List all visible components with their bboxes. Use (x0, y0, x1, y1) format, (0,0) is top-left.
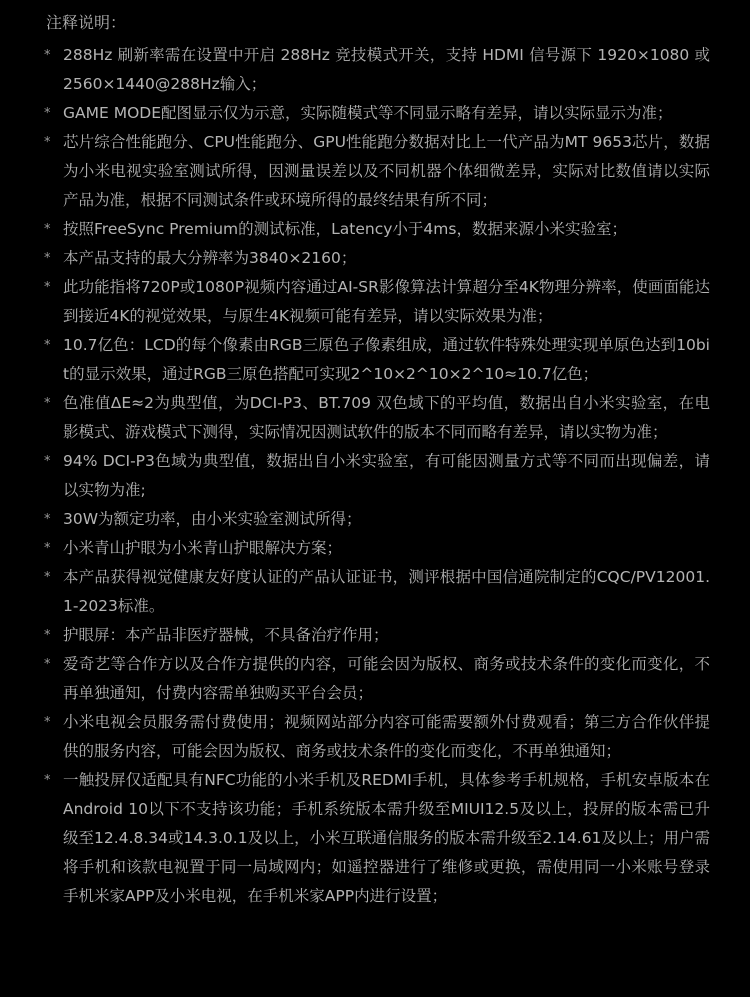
note-text: 芯片综合性能跑分、CPU性能跑分、GPU性能跑分数据对比上一代产品为MT 9653芯片，数据为小米电视实验室测试所得，因测量误差以及不同机器个体细微差异，实际对比数值请以实际产品为准，根据不同测试条件或环境所得的最终结果有所不同； (63, 133, 710, 209)
note-item (46, 708, 710, 766)
note-item (46, 766, 710, 911)
note-text: 此功能指将720P或1080P视频内容通过AI-SR影像算法计算超分至4K物理分辨率，使画面能达到接近4K的视觉效果，与原生4K视频可能有差异，请以实际效果为准； (63, 278, 710, 325)
asterisk-bullet-icon: * (44, 396, 51, 411)
note-item (46, 215, 710, 244)
asterisk-bullet-icon: * (44, 541, 51, 556)
note-text: 按照FreeSync Premium的测试标准，Latency小于4ms，数据来源小米实验室； (63, 220, 627, 238)
asterisk-bullet-icon: * (44, 251, 51, 266)
note-text: 小米青山护眼为小米青山护眼解决方案； (63, 539, 343, 557)
asterisk-bullet-icon: * (44, 773, 51, 788)
asterisk-bullet-icon: * (44, 570, 51, 585)
note-item (46, 534, 710, 563)
asterisk-bullet-icon: * (44, 628, 51, 643)
asterisk-bullet-icon: * (44, 512, 51, 527)
asterisk-bullet-icon: * (44, 106, 51, 121)
note-item (46, 447, 710, 505)
note-item (46, 244, 710, 273)
asterisk-bullet-icon: * (44, 48, 51, 63)
note-text: 30W为额定功率，由小米实验室测试所得； (63, 510, 362, 528)
asterisk-bullet-icon: * (44, 222, 51, 237)
note-text: 本产品支持的最大分辨率为3840×2160； (63, 249, 357, 267)
note-item (46, 331, 710, 389)
note-item (46, 563, 710, 621)
note-text: 小米电视会员服务需付费使用；视频网站部分内容可能需要额外付费观看；第三方合作伙伴提供的服务内容，可能会因为版权、商务或技术条件的变化而变化，不再单独通知； (63, 713, 710, 760)
note-text: 色准值ΔE≈2为典型值，为DCI-P3、BT.709 双色域下的平均值，数据出自小米实验室，在电影模式、游戏模式下测得，实际情况因测试软件的版本不同而略有差异，请以实物为准； (63, 394, 710, 441)
note-text: 一触投屏仅适配具有NFC功能的小米手机及REDMI手机，具体参考手机规格，手机安卓版本在Android 10以下不支持该功能；手机系统版本需升级至MIUI12.5及以上，投屏的版本需已升级至12.4.8.34或14.3.0.1及以上，小米互联通信服务的版本需升级至2.14.61及以上；用户需将手机和该款电视置于同一局域网内；如遥控器进行了维修或更换，需使用同一小米账号登录手机米家APP及小米电视，在手机米家APP内进行设置； (63, 771, 710, 905)
asterisk-bullet-icon: * (44, 135, 51, 150)
note-item (46, 128, 710, 215)
note-item (46, 273, 710, 331)
note-text: GAME MODE配图显示仅为示意，实际随模式等不同显示略有差异，请以实际显示为准； (63, 104, 673, 122)
note-item (46, 621, 710, 650)
note-item (46, 389, 710, 447)
note-item (46, 505, 710, 534)
note-item (46, 41, 710, 99)
asterisk-bullet-icon: * (44, 657, 51, 672)
asterisk-bullet-icon: * (44, 454, 51, 469)
note-text: 本产品获得视觉健康友好度认证的产品认证证书，测评根据中国信通院制定的CQC/PV12001.1-2023标准。 (63, 568, 710, 615)
note-text: 94% DCI-P3色域为典型值，数据出自小米实验室，有可能因测量方式等不同而出现偏差，请以实物为准; (63, 452, 710, 499)
asterisk-bullet-icon: * (44, 338, 51, 353)
asterisk-bullet-icon: * (44, 715, 51, 730)
note-text: 爱奇艺等合作方以及合作方提供的内容，可能会因为版权、商务或技术条件的变化而变化，不再单独通知，付费内容需单独购买平台会员； (63, 655, 710, 702)
note-item (46, 650, 710, 708)
note-item (46, 99, 710, 128)
note-text: 288Hz 刷新率需在设置中开启 288Hz 竞技模式开关，支持 HDMI 信号源下 1920×1080 或 2560×1440@288Hz输入； (63, 46, 710, 93)
note-text: 10.7亿色：LCD的每个像素由RGB三原色子像素组成，通过软件特殊处理实现单原色达到10bit的显示效果，通过RGB三原色搭配可实现2^10×2^10×2^10≈10.7亿色； (63, 336, 710, 383)
notes-title: 注释说明： (46, 13, 127, 32)
asterisk-bullet-icon: * (44, 280, 51, 295)
note-list (46, 41, 710, 911)
note-text: 护眼屏：本产品非医疗器械，不具备治疗作用； (63, 626, 389, 644)
